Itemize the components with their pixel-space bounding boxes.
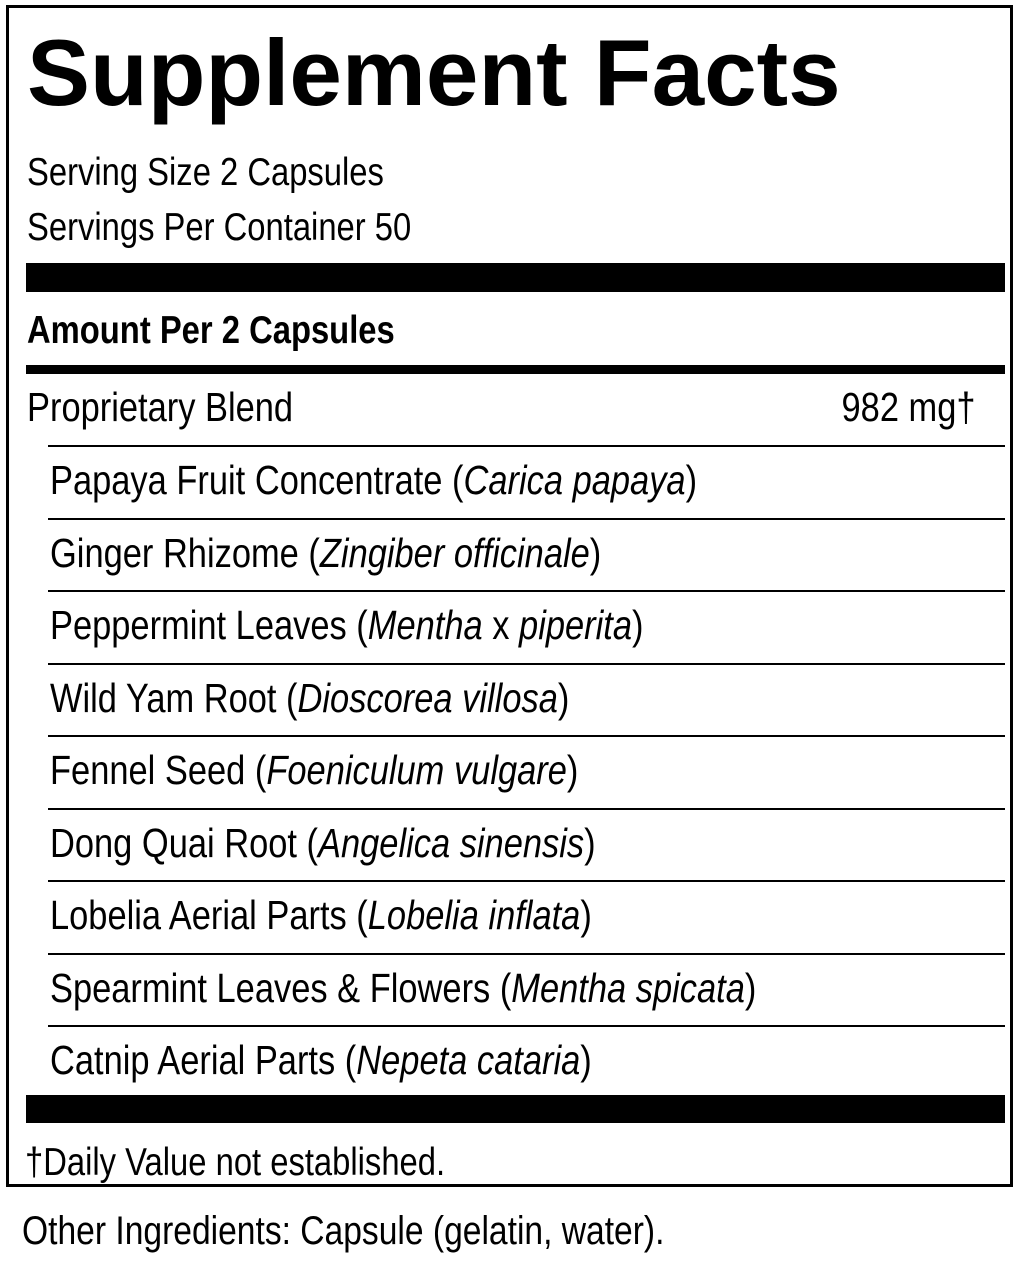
other-ingredients: Other Ingredients: Capsule (gelatin, water). bbox=[22, 1209, 665, 1253]
thick-divider-bottom bbox=[26, 1095, 1005, 1123]
ingredient-common-name: Catnip Aerial Parts bbox=[50, 1037, 336, 1083]
ingredient-common-name: Spearmint Leaves & Flowers bbox=[50, 964, 491, 1011]
thick-divider-top bbox=[26, 263, 1005, 292]
supplement-facts-panel bbox=[6, 5, 1013, 1187]
ingredient-latin-name: Nepeta cataria bbox=[356, 1037, 581, 1083]
ingredient-text: Spearmint Leaves & Flowers (Mentha spicata) bbox=[50, 964, 757, 1011]
servings-per-container: Servings Per Container 50 bbox=[27, 206, 412, 249]
ingredient-common-name: Papaya Fruit Concentrate bbox=[50, 457, 443, 503]
ingredient-row bbox=[48, 445, 1005, 518]
ingredient-latin-name: Carica papaya bbox=[463, 457, 686, 503]
ingredient-list bbox=[48, 445, 1005, 1098]
ingredient-row bbox=[48, 808, 1005, 881]
ingredient-latin-name: Dioscorea villosa bbox=[297, 674, 558, 721]
ingredient-row bbox=[48, 518, 1005, 591]
ingredient-row bbox=[48, 953, 1005, 1026]
amount-per-heading: Amount Per 2 Capsules bbox=[27, 309, 395, 352]
ingredient-text: Peppermint Leaves (Mentha x piperita) bbox=[50, 602, 644, 648]
ingredient-common-name: Peppermint Leaves bbox=[50, 602, 347, 648]
ingredient-text: Papaya Fruit Concentrate (Carica papaya) bbox=[50, 457, 698, 503]
ingredient-common-name: Lobelia Aerial Parts bbox=[50, 892, 347, 938]
ingredient-common-name: Dong Quai Root bbox=[50, 819, 297, 866]
ingredient-latin-name: Mentha spicata bbox=[511, 964, 745, 1011]
ingredient-text: Dong Quai Root (Angelica sinensis) bbox=[50, 819, 596, 866]
ingredient-latin-name: Mentha bbox=[367, 602, 483, 648]
ingredient-text: Wild Yam Root (Dioscorea villosa) bbox=[50, 674, 570, 721]
ingredient-latin-epithet: piperita bbox=[519, 602, 633, 648]
ingredient-row bbox=[48, 1025, 1005, 1098]
ingredient-latin-name: Angelica sinensis bbox=[318, 819, 585, 866]
ingredient-row bbox=[48, 663, 1005, 736]
ingredient-common-name: Fennel Seed bbox=[50, 747, 246, 793]
daily-value-footnote: †Daily Value not established. bbox=[25, 1141, 446, 1184]
ingredient-text: Catnip Aerial Parts (Nepeta cataria) bbox=[50, 1037, 592, 1083]
serving-size: Serving Size 2 Capsules bbox=[27, 151, 384, 194]
ingredient-text: Fennel Seed (Foeniculum vulgare) bbox=[50, 747, 579, 793]
ingredient-common-name: Wild Yam Root bbox=[50, 674, 277, 721]
ingredient-text: Lobelia Aerial Parts (Lobelia inflata) bbox=[50, 892, 592, 938]
ingredient-latin-name: Zingiber officinale bbox=[319, 529, 590, 576]
proprietary-blend-amount: 982 mg† bbox=[841, 384, 976, 430]
ingredient-row bbox=[48, 590, 1005, 663]
panel-title: Supplement Facts bbox=[27, 20, 841, 125]
ingredient-text: Ginger Rhizome (Zingiber officinale) bbox=[50, 529, 602, 576]
ingredient-row bbox=[48, 735, 1005, 808]
ingredient-hybrid-mark: x bbox=[482, 602, 520, 648]
ingredient-latin-name: Lobelia inflata bbox=[367, 892, 581, 938]
ingredient-latin-name: Foeniculum vulgare bbox=[266, 747, 567, 793]
medium-divider bbox=[26, 365, 1005, 374]
ingredient-row bbox=[48, 880, 1005, 953]
ingredient-common-name: Ginger Rhizome bbox=[50, 529, 299, 576]
proprietary-blend-name: Proprietary Blend bbox=[27, 384, 294, 430]
